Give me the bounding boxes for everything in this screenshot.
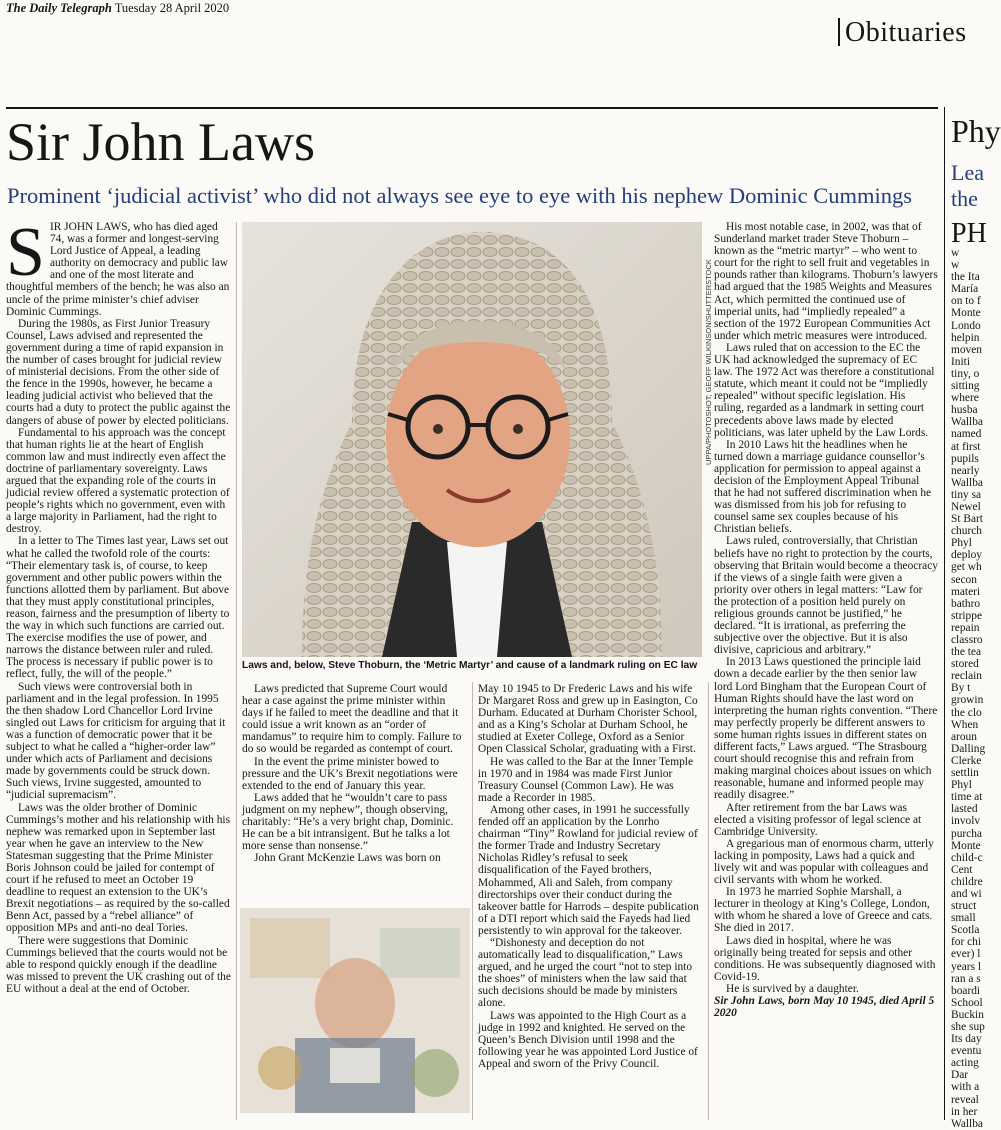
adjacent-article-line: years l [951,960,982,973]
section-divider [838,18,840,46]
adjacent-article-line: and wi [951,887,982,900]
adjacent-article-line: María [951,283,979,296]
column-rule [708,682,709,1120]
paragraph: He was called to the Bar at the Inner Temple in 1970 and in 1984 was made First Junior Treasury Counsel (Common Law). He was made a Recorder in 1985. [478,755,693,804]
headline: Sir John Laws [6,112,315,172]
adjacent-article-line: pupils [951,452,979,465]
adjacent-article-line: lasted [951,803,978,816]
article-column-3 [242,683,465,908]
blurred-market-photo [240,908,470,1113]
adjacent-article-line: tiny sa [951,488,982,501]
adjacent-article-line: strippe [951,609,983,622]
thoburn-photo [240,908,470,1113]
adjacent-article-line: aroun [951,730,977,743]
adjacent-article-line: Dalling [951,742,986,755]
paragraph: Laws ruled, controversially, that Christian beliefs have no right to protection by the courts, observing that Britain would become a theocracy if the views of a single faith were given a priority over others in legal matters: “Law for the protection of a position held purely on religious grounds cannot be justified,” he declared. “It is irrational, as preferring the subjective over the objective. But it is also divisive, capricious and arbitrary.” [714,535,938,657]
adjacent-article-line: struct [951,900,977,913]
adjacent-article-line: St Bart [951,513,983,526]
adjacent-article-line: Monte [951,307,981,320]
column-rule-right [944,107,945,1120]
paragraph: A gregarious man of enormous charm, utterly lacking in pomposity, Laws had a quick and lively wit and was popular with colleagues and civil servants with whom he worked. [714,837,934,887]
adjacent-article-line: stored [951,658,979,671]
column-rule [472,682,473,1120]
paragraph: In the event the prime minister bowed to pressure and the UK’s Brexit negotiations were extended to the end of January this year. [242,755,458,792]
adjacent-article-line: boardi [951,984,981,997]
adjacent-article-line: the tea [951,646,982,659]
obituary-signoff: Sir John Laws, born May 10 1945, died April 5 2020 [714,995,935,1020]
adjacent-article-line: ever) l [951,948,981,961]
adjacent-article-line: involv [951,815,981,828]
adjacent-article-line: time at [951,791,983,804]
adjacent-article-line: Wallba [951,1117,983,1130]
drop-cap: S [6,214,45,291]
adjacent-standfirst-line: the [951,186,978,211]
masthead [6,1,229,16]
adjacent-article-line: named [951,428,982,441]
adjacent-headline: Phy [951,113,1001,149]
section-label: Obituaries [845,17,967,48]
adjacent-article-line: the Ita [951,271,980,284]
adjacent-article-line: nearly [951,464,980,477]
photo-caption: Laws and, below, Steve Thoburn, the ‘Metric Martyr’ and cause of a landmark ruling on EC law [242,660,698,671]
adjacent-article-line: she sup [951,1021,985,1033]
adjacent-article-line: w [951,259,960,272]
paragraph: John Grant McKenzie Laws was born on [254,852,441,865]
adjacent-article-line: childre [951,875,983,888]
article-column-5 [714,221,938,1120]
adjacent-article-line: Cent [951,863,973,876]
adjacent-article-line: repain [951,621,980,634]
adjacent-article-line: church [951,525,982,538]
masthead-date: Tuesday 28 April 2020 [114,1,230,15]
masthead-paper: The Daily Telegraph [6,1,112,15]
adjacent-article-line: small [951,912,976,925]
adjacent-standfirst-line: Lea [951,160,984,185]
adjacent-article-line: ran a s [951,972,981,985]
adjacent-article-line: Scotla [951,924,980,937]
paragraph: IR JOHN LAWS, who has died aged 74, was a former and longest-serving Lord Justice of Appeal, a leading authority on democracy and public law and one of the most literate and thoughtful members of the bench; he was also an uncle of the prime minister’s chief adviser Dominic Cummings. [6,221,230,318]
adjacent-article-line: When [951,718,979,731]
adjacent-article-line: husba [951,404,978,417]
adjacent-article-line: deploy [951,549,983,562]
portrait-photo [242,222,702,657]
adjacent-article-line: moven [951,343,983,356]
paragraph: Fundamental to his approach was the concept that human rights lie at the heart of English common law and must indirectly even affect the doctrine of parliamentary sovereignty. Laws argued that the expanding role of the courts in judicial review offered a systematic protection of people’s rights which no government, even with a large majority in Parliament, had the right to destroy. [6,426,230,536]
paragraph: In 1973 he married Sophie Marshall, a lecturer in theology at King’s College, London, with whom he shared a love of Greece and cats. She died in 2017. [714,886,933,935]
article-column-1 [6,214,232,1120]
adjacent-article-line: classro [951,634,983,646]
paragraph: Laws was the older brother of Dominic Cummings’s mother and his relationship with his nephew was remarked upon in September last year when he gave an interview to the New Statesman suggesting that the Prime Minister Boris Johnson could be jailed for contempt of court if he refused to meet an October 19 deadline to request an extension to the UK’s Brexit negotiations – as required by the so-called Benn Act, passed by a “rebel alliance” of opposition MPs and anti-no deal Tories. [6,801,231,935]
paragraph: During the 1980s, as First Junior Treasury Counsel, Laws advised and represented the government during a time of rapid expansion in the number of cases brought for judicial review of ministerial decisions. From the other side of the fence in the 1990s, however, he became a leading judicial activist who believed that the courts had a duty to protect the public against the dangers of abuse of power by elected politicians. [6,317,231,427]
adjacent-standfirst [951,160,984,212]
judge-portrait-illustration [242,222,702,657]
adjacent-article-line: PH [951,218,987,249]
adjacent-article-line: get wh [951,561,982,574]
adjacent-article-line: Wallba [951,416,983,429]
adjacent-article-line: Initi [951,355,970,368]
adjacent-article-line: Wallba [951,476,983,489]
adjacent-article-line: settlin [951,767,979,780]
adjacent-article-line: the clo [951,706,982,719]
paragraph: Among other cases, in 1991 he successfully fended off an application by the Lonrho chairman “Tiny” Rowland for judicial review of the former Trade and Industry Secretary Nicholas Ridley’s refusal to seek disqualification of the Fayed brothers, Mohammed, Ali and Saleh, from company directorships over their conduct during the takeover battle for Harrods – despite publication of a DTI report which said the Fayeds had lied persistently to win approval for the takeover. [478,803,699,937]
photo-credit: UPPA/PHOTOSHOT; GEOFF WILKINSON/SHUTTERSTOCK [704,259,713,465]
paragraph: Laws died in hospital, where he was originally being treated for sepsis and other conditions. He was subsequently diagnosed with Covid-19. [714,934,936,983]
adjacent-article-line: Monte [951,839,981,852]
adjacent-article-line: w [951,247,960,259]
paragraph: Laws added that he “wouldn’t care to pass judgment on my nephew”, though observing, charitably: “He’s a very bright chap, Dominic. He can be a bit intransigent. But he talks a lot more sense than nonsense.” [242,791,454,853]
adjacent-article-line: Newel [951,500,981,513]
headline-rule [6,107,938,109]
adjacent-article-line: purcha [951,827,982,840]
adjacent-article-line: child-c [951,851,983,864]
adjacent-article-line: sitting [951,380,980,393]
article-column-4 [478,683,700,1120]
adjacent-article-line: materi [951,585,981,598]
adjacent-article-line: School [951,996,983,1009]
paragraph: May 10 1945 to Dr Frederic Laws and his wife Dr Margaret Ross and grew up in Easington, Co Durham. Educated at Durham Chorister School, and as a King’s Scholar at Durham School, he studied at Exeter College, Oxford as a Senior Open Classical Scholar, graduating with a First. [478,683,698,756]
paragraph: His most notable case, in 2002, was that of Sunderland market trader Steve Thoburn – known as the “metric martyr” – who went to court for the right to sell fruit and vegetables in pounds rather than kilograms. Thoburn’s lawyers had argued that the 1985 Weights and Measures Act, which permitted the continued use of imperial units, had “impliedly repealed” a section of the 1972 European Communities Act under which metric measures were introduced. [714,221,938,342]
adjacent-article-line: helpin [951,331,980,344]
column-rule [236,222,237,1120]
adjacent-article-line: Londo [951,319,981,332]
paragraph: “Dishonesty and deception do not automatically lead to disqualification,” Laws argued, and he urged the court “not to step into the shoes” of ministers when the law said that such decisions should be made by ministers alone. [478,936,693,1010]
adjacent-article-line: Clerke [951,754,982,767]
paragraph: There were suggestions that Dominic Cummings believed that the courts would not be able to respond quickly enough if the deadline was missed to prevent the UK crashing out of the EU without a deal at the end of October. [6,934,231,995]
adjacent-article-line: reveal [951,1093,979,1106]
adjacent-article-line: on to f [951,295,981,308]
paragraph: Such views were controversial both in parliament and in the legal profession. In 1995 the then shadow Lord Chancellor Lord Irvine singled out Laws for criticism for arguing that it was a function of democratic power that it be subject to what he called a “higher-order law” under which acts of Parliament and decisions made by governments could be struck down. Such views, Irvine suggested, amounted to “judicial supremacism”. [6,680,226,802]
paragraph: He is survived by a daughter. [726,982,859,995]
adjacent-article-line: tiny, o [951,367,980,380]
adjacent-article-line: Its day [951,1033,982,1046]
paragraph: Laws was appointed to the High Court as a judge in 1992 and knighted. He served on the Queen’s Bench Division until 1998 and the following year he was appointed Lord Justice of Appeal and sworn of the Privy Council. [478,1009,698,1070]
paragraph: In 2010 Laws hit the headlines when he turned down a marriage guidance counsellor’s application for permission to appeal against a decision of the Employment Appeal Tribunal that he had not suffered discrimination when he was dismissed from his job for refusing to counsel same sex couples because of his Christian beliefs. [714,438,932,536]
adjacent-article-line: for chi [951,936,982,949]
adjacent-article-line: Dar [951,1069,969,1082]
adjacent-article-line: with a [951,1081,980,1094]
adjacent-article-line: growin [951,694,984,707]
adjacent-article-line: Phyl [951,537,972,550]
adjacent-article-line: at first [951,440,981,453]
paragraph: Laws ruled that on accession to the EC the UK had acknowledged the supremacy of EC law. The 1972 Act was therefore a constitutional statute, which meant it could not be “impliedly repealed” without specific legislation. His ruling, regarded as a landmark in setting court precedents above laws made by elected politicians, was later upheld by the Law Lords. [714,341,935,439]
adjacent-article-column [951,218,987,1130]
adjacent-article-line: bathro [951,597,981,610]
paragraph: In a letter to The Times last year, Laws set out what he called the twofold role of the courts: “Their elementary task is, of course, to keep government and other public powers within the functions allotted them by parliament. But above that they must apply constitutional principles, reason, fairness and the presumption of liberty to the way in which such functions are carried out. The exercise modifies the use of power, and narrows the distance between ruler and ruled. The process is necessary if public power is to reflect, fully, the will of the people.” [6,535,230,681]
adjacent-article-line: where [951,392,979,405]
adjacent-article-line: secon [951,573,977,586]
adjacent-article-line: By t [951,682,971,695]
paragraph: After retirement from the bar Laws was elected a visiting professor of legal science at Cambridge University. [714,801,922,838]
adjacent-article-line: in her [951,1105,978,1118]
paragraph: Laws predicted that Supreme Court would hear a case against the prime minister within days if he failed to meet the deadline and that it could issue a writ known as an “order of mandamus” to require him to comply. Failure to do so would be regarded as contempt of court. [242,683,462,756]
adjacent-article-line: eventu [951,1045,982,1058]
adjacent-article-line: reclain [951,670,982,683]
paragraph: In 2013 Laws questioned the principle laid down a decade earlier by the then senior law lord Lord Bingham that the European Court of Human Rights should have the last word on interpreting the human rights convention. “There may perfectly properly be different answers to some human rights issues in different states on different facts,” Laws argued. “The Strasbourg court should recognise this and refrain from making marginal choices about issues on which reasonable, humane and informed people may readily disagree.” [714,656,938,802]
adjacent-article-line: acting [951,1057,979,1070]
standfirst: Prominent ‘judicial activist’ who did not always see eye to eye with his nephew Dominic Cummings [7,183,913,208]
adjacent-article-line: Buckin [951,1008,984,1021]
adjacent-article-line: Phyl [951,779,972,792]
